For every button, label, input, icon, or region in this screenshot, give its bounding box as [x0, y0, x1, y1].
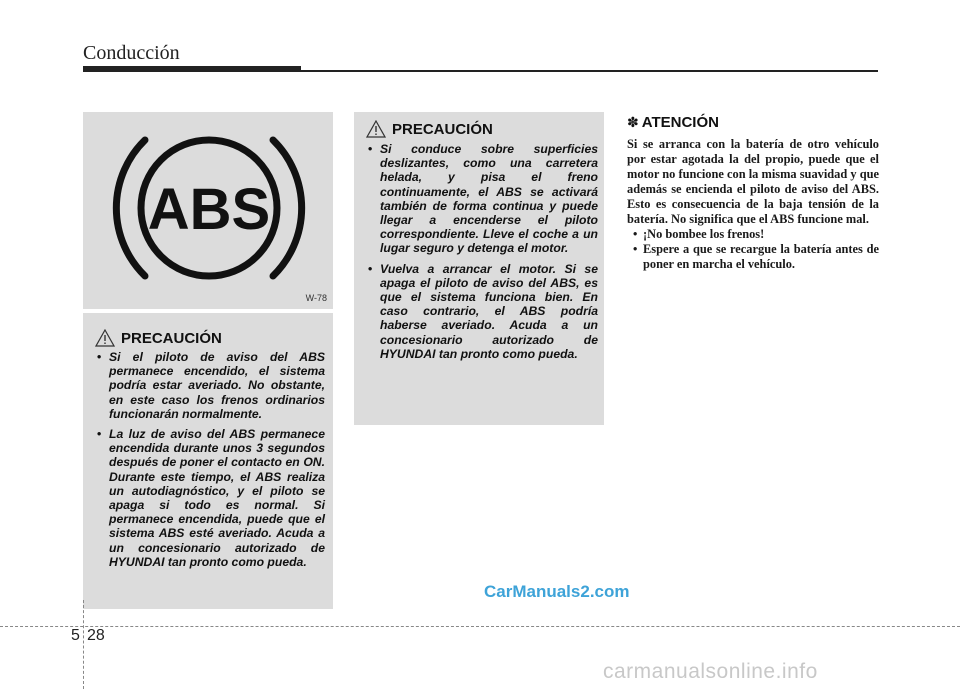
figure-code: W-78 — [305, 293, 327, 303]
caution-box-left — [83, 313, 333, 609]
caution-header — [95, 329, 222, 347]
caution-header — [366, 120, 493, 138]
footer-rule — [0, 626, 960, 627]
attention-note — [627, 114, 879, 272]
site-watermark: carmanualsonline.info — [603, 660, 818, 683]
caution-list — [360, 142, 598, 367]
attention-title: ATENCIÓN — [641, 114, 719, 131]
caution-title: PRECAUCIÓN — [121, 329, 222, 347]
footer-vertical-rule — [83, 600, 84, 689]
caution-box-middle — [354, 112, 604, 425]
list-item: • Si el piloto de aviso del ABS permanece encendido, el sistema podría estar averiado. No obstante, en este caso los frenos ordinarios funcionarán normalmente. — [89, 350, 325, 421]
list-item: • Vuelva a arrancar el motor. Si se apaga el piloto de aviso del ABS, es que el sistema funciona bien. En caso contrario, el ABS podría haberse averiado. Acuda a un concesionario autorizado de HYUNDAI tan pronto como pueda. — [360, 262, 598, 361]
list-item: • ¡No bombee los frenos! — [627, 227, 879, 242]
caution-list — [89, 350, 325, 575]
watermark: CarManuals2.com — [484, 582, 630, 601]
warning-triangle-icon — [95, 329, 115, 347]
attention-header — [627, 114, 879, 131]
list-item: • La luz de aviso del ABS permanece encendida durante unos 3 segundos después de poner el contacto en ON. Durante este tiempo, el ABS realiza un autodiagnóstico, y el piloto se apaga si todo es normal. Si permanece encendida, puede que el sistema ABS esté averiado. Acuda a un concesionario autorizado de HYUNDAI tan pronto como pueda. — [89, 427, 325, 569]
abs-symbol-text: ABS — [147, 177, 271, 242]
caution-title: PRECAUCIÓN — [392, 120, 493, 138]
header-rule-thick — [83, 66, 301, 72]
list-item: • Espere a que se recargue la batería antes de poner en marcha el vehículo. — [627, 242, 879, 272]
section-title: Conducción — [83, 42, 180, 64]
attention-text: Si se arranca con la batería de otro vehículo por estar agotada la del propio, puede que el motor no funcione con la misma suavidad y que además se encienda el piloto de aviso del ABS. Esto es consecuencia de la baja tensión de la batería. No significa que el ABS funcione mal. — [627, 137, 879, 226]
header-rule-thin — [300, 70, 878, 72]
attention-list — [627, 227, 879, 272]
asterisk-icon: ✽ — [627, 114, 639, 130]
page-number: 28 — [87, 627, 105, 644]
warning-triangle-icon — [366, 120, 386, 138]
abs-warning-light-icon — [83, 112, 333, 309]
chapter-number: 5 — [71, 627, 80, 644]
abs-warning-figure — [83, 112, 333, 309]
list-item: • Si conduce sobre superficies deslizantes, como una carretera helada, y pisa el freno continuamente, el ABS se activará también de forma continua y puede llegar a encenderse el piloto correspondiente. Lleve el coche a un lugar seguro y detenga el motor. — [360, 142, 598, 256]
